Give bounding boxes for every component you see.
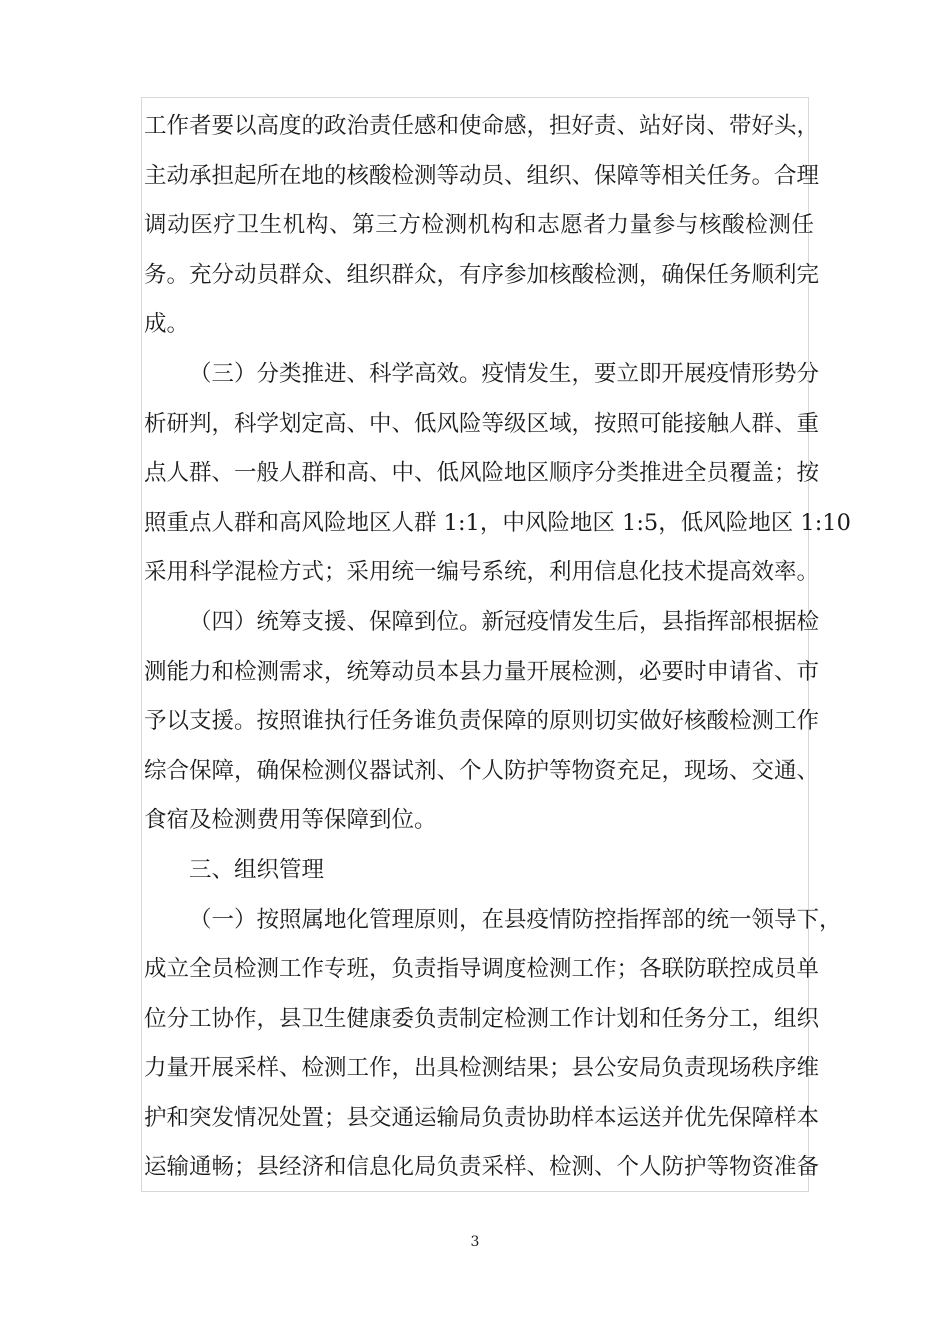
text-line: 力量开展采样、检测工作，出具检测结果；县公安局负责现场秩序维 xyxy=(144,1055,820,1082)
text-line: 食宿及检测费用等保障到位。 xyxy=(144,807,437,834)
text-line: 测能力和检测需求，统筹动员本县力量开展检测，必要时申请省、市 xyxy=(144,658,820,685)
text-line: 点人群、一般人群和高、中、低风险地区顺序分类推进全员覆盖；按 xyxy=(144,460,820,487)
text-line: 运输通畅；县经济和信息化局负责采样、检测、个人防护等物资准备 xyxy=(144,1154,820,1181)
text-line: （一）按照属地化管理原则，在县疫情防控指挥部的统一领导下， xyxy=(189,906,842,933)
text-line: （三）分类推进、科学高效。疫情发生，要立即开展疫情形势分 xyxy=(189,360,820,387)
text-line: 采用科学混检方式；采用统一编号系统，利用信息化技术提高效率。 xyxy=(144,559,820,586)
document-body xyxy=(144,102,851,1193)
text-line: 务。充分动员群众、组织群众，有序参加核酸检测，确保任务顺利完 xyxy=(144,261,820,288)
text-line: 工作者要以高度的政治责任感和使命感，担好责、站好岗、带好头， xyxy=(144,113,820,139)
text-line: 位分工协作，县卫生健康委负责制定检测工作计划和任务分工，组织 xyxy=(144,1005,820,1032)
text-line: 照重点人群和高风险地区人群 1:1，中风险地区 1:5，低风险地区 1:10 xyxy=(144,509,851,536)
text-line: 调动医疗卫生机构、第三方检测机构和志愿者力量参与核酸检测任 xyxy=(144,212,814,239)
text-line: 成立全员检测工作专班，负责指导调度检测工作；各联防联控成员单 xyxy=(144,956,820,983)
text-line: 析研判，科学划定高、中、低风险等级区域，按照可能接触人群、重 xyxy=(144,410,820,437)
text-line: 成。 xyxy=(144,311,190,338)
text-line: 护和突发情况处置；县交通运输局负责协助样本运送并优先保障样本 xyxy=(144,1104,820,1131)
page-number: 3 xyxy=(470,1234,480,1250)
text-line: 予以支援。按照谁执行任务谁负责保障的原则切实做好核酸检测工作 xyxy=(144,708,820,735)
section-heading: 三、组织管理 xyxy=(189,856,325,883)
text-line: 综合保障，确保检测仪器试剂、个人防护等物资充足，现场、交通、 xyxy=(144,757,820,784)
text-line: 主动承担起所在地的核酸检测等动员、组织、保障等相关任务。合理 xyxy=(144,162,820,189)
text-line: （四）统筹支援、保障到位。新冠疫情发生后，县指挥部根据检 xyxy=(189,608,820,635)
